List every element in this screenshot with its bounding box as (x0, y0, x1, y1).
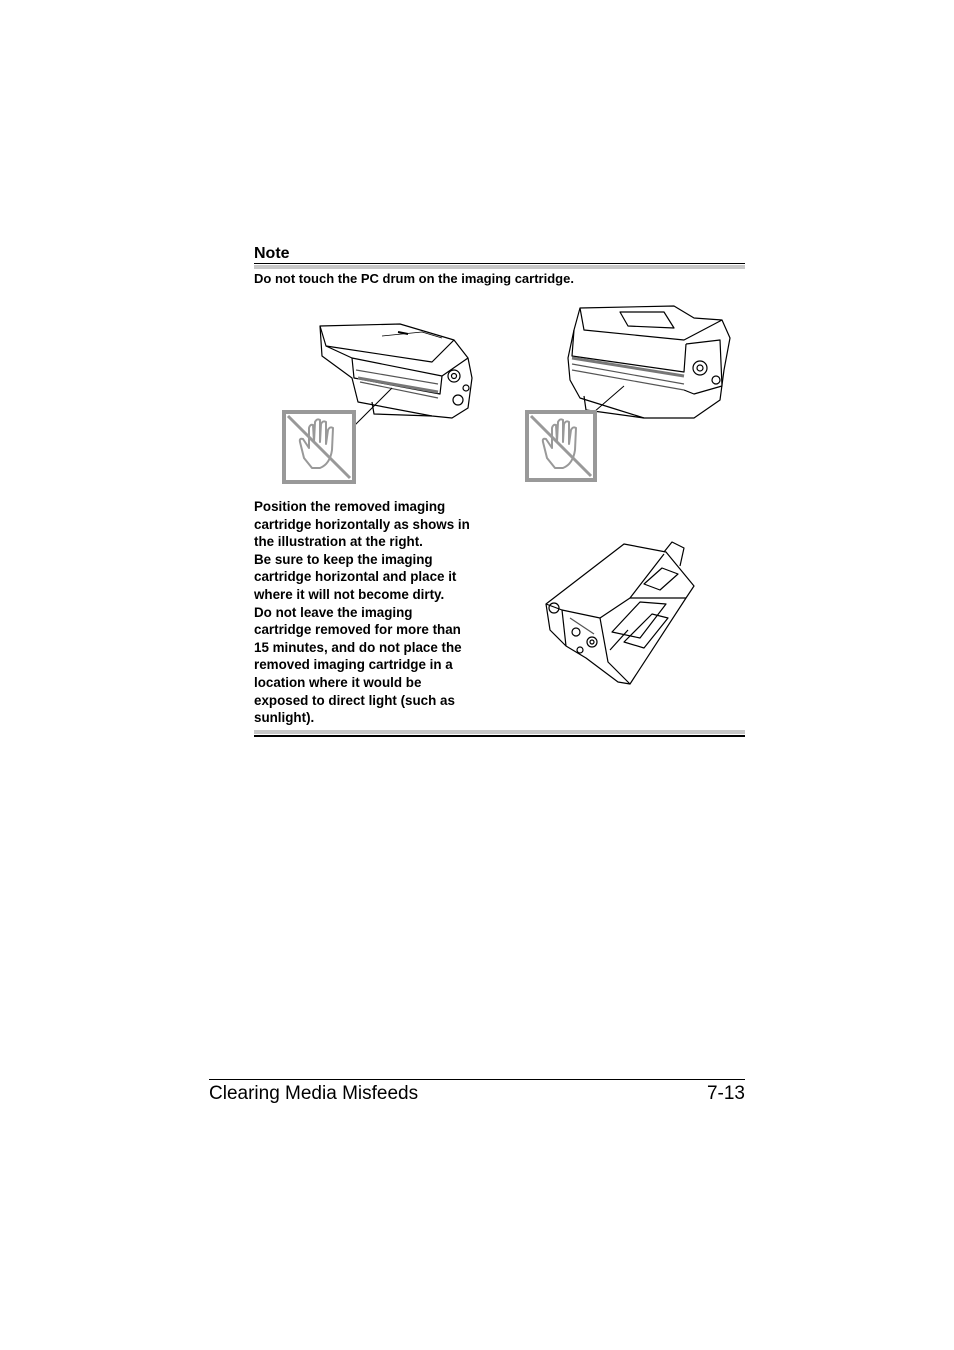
instruction-line: Be sure to keep the imaging (254, 551, 433, 567)
instruction-line: cartridge horizontally as shows in (254, 516, 470, 532)
note-rule-band (254, 265, 745, 269)
cartridge-horizontal-illustration (540, 538, 700, 688)
instruction-line: where it will not become dirty. (254, 586, 445, 602)
note-text: Do not touch the PC drum on the imaging cartridge. (254, 271, 574, 286)
instruction-line: sunlight). (254, 710, 315, 726)
instruction-line: location where it would be (254, 674, 422, 690)
instruction-line: Do not leave the imaging (254, 604, 413, 620)
note-end-rule-band (254, 730, 745, 734)
instruction-line: cartridge horizontal and place it (254, 569, 457, 585)
note-end-rule (254, 735, 745, 737)
instruction-line: 15 minutes, and do not place the (254, 639, 462, 655)
footer-page-number: 7-13 (706, 1083, 745, 1104)
footer-rule (209, 1079, 745, 1080)
placement-instructions (254, 498, 489, 727)
footer-section-title: Clearing Media Misfeeds (209, 1083, 419, 1104)
cartridge-side-illustration (282, 318, 477, 484)
instruction-line: exposed to direct light (such as (254, 692, 455, 708)
no-touch-hand-icon (284, 412, 354, 482)
instruction-line: the illustration at the right. (254, 534, 423, 550)
instruction-line: cartridge removed for more than (254, 622, 461, 638)
no-touch-hand-icon (527, 412, 595, 480)
instruction-line: Position the removed imaging (254, 499, 446, 514)
note-heading: Note (254, 245, 290, 262)
instruction-line: removed imaging cartridge in a (254, 657, 453, 673)
cartridge-front-illustration (524, 300, 734, 484)
note-rule (254, 263, 745, 264)
